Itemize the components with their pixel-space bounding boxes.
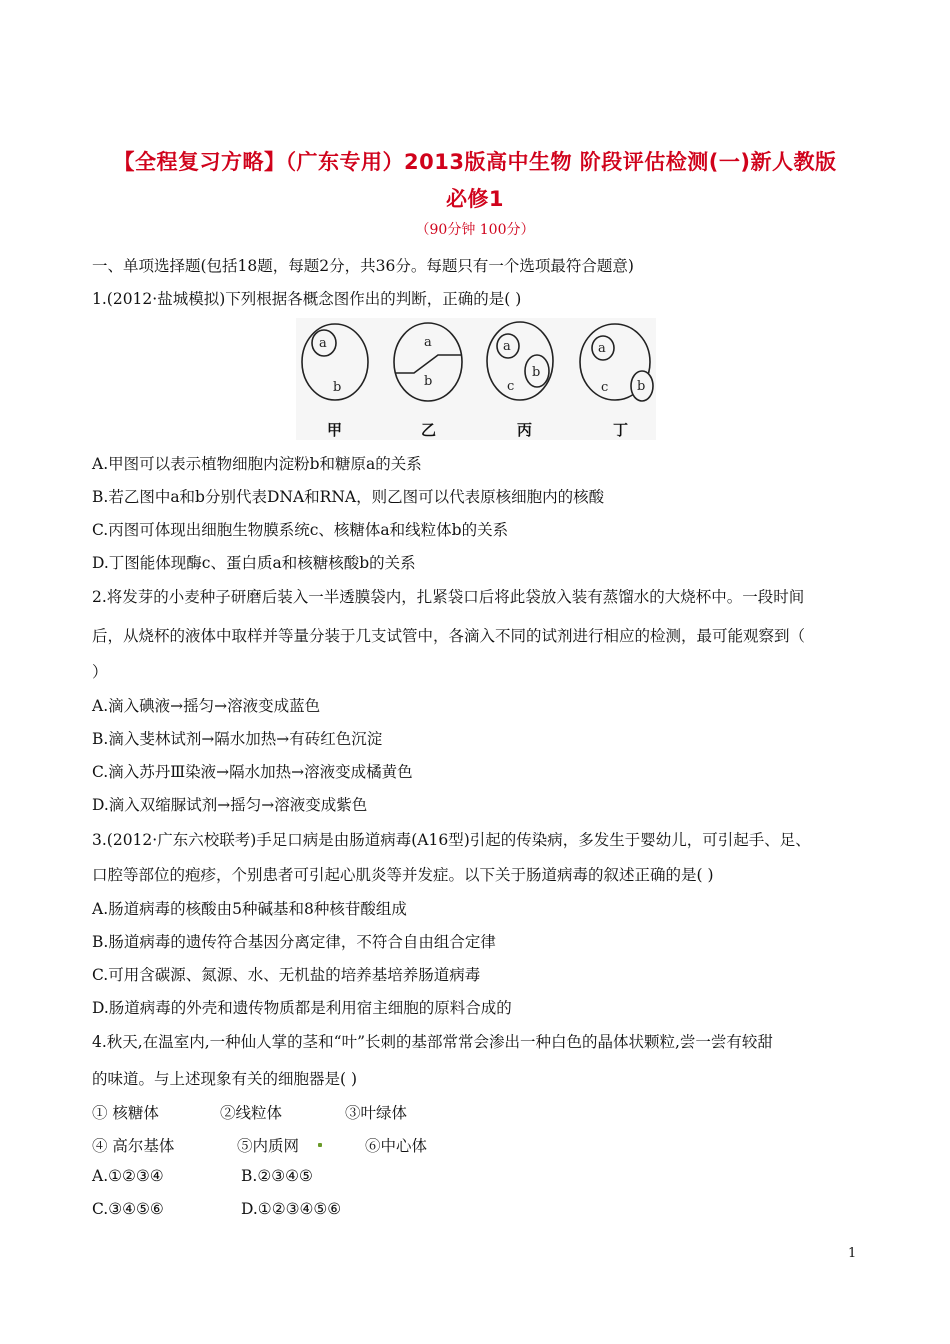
q2-option-a: A.滴入碘液→摇匀→溶液变成蓝色: [92, 697, 321, 715]
diagram-ding-label-b: b: [637, 379, 646, 394]
diagram-bing-label-c: c: [507, 379, 515, 394]
q1-concept-diagram: [296, 318, 656, 440]
document-title-line2: 必修1: [445, 187, 505, 211]
q4-item-2: ②线粒体: [220, 1104, 283, 1122]
q4-item-3: ③叶绿体: [345, 1104, 408, 1122]
q3-option-d: D.肠道病毒的外壳和遗传物质都是利用宿主细胞的原料合成的: [92, 999, 512, 1017]
q4-option-c: C.③④⑤⑥: [92, 1200, 164, 1218]
diagram-bing-outer-circle: [487, 322, 553, 400]
q2-stem-line3: ）: [92, 663, 108, 681]
stray-mark: [318, 1143, 322, 1147]
q4-option-b: B.②③④⑤: [241, 1167, 313, 1185]
q4-stem-line1: 4.秋天,在温室内,一种仙人掌的茎和“叶”长刺的基部常常会渗出一种白色的晶体状颗粒,尝一尝有较甜: [92, 1033, 773, 1051]
q2-option-c: C.滴入苏丹Ⅲ染液→隔水加热→溶液变成橘黄色: [92, 763, 413, 781]
exam-duration-score: （90分钟 100分）: [415, 222, 535, 238]
q4-item-4: ④ 高尔基体: [92, 1137, 175, 1155]
q2-option-b: B.滴入斐林试剂→隔水加热→有砖红色沉淀: [92, 730, 383, 748]
q1-stem: 1.(2012·盐城模拟)下列根据各概念图作出的判断，正确的是( ): [92, 290, 522, 308]
q3-option-b: B.肠道病毒的遗传符合基因分离定律，不符合自由组合定律: [92, 933, 496, 951]
diagram-bing-label-b: b: [532, 365, 541, 380]
diagram-label-ding: 丁: [613, 421, 629, 439]
q4-option-d: D.①②③④⑤⑥: [241, 1200, 342, 1218]
diagram-label-bing: 丙: [517, 421, 533, 439]
diagram-yi-label-b: b: [424, 374, 433, 389]
diagram-yi-divider: [395, 355, 461, 373]
diagram-jia-label-a: a: [319, 336, 327, 351]
q4-item-1: ① 核糖体: [92, 1104, 159, 1122]
q1-option-a: A.甲图可以表示植物细胞内淀粉b和糖原a的关系: [92, 455, 422, 473]
diagram-ding-label-a: a: [598, 341, 606, 356]
q1-option-d: D.丁图能体现酶c、蛋白质a和核糖核酸b的关系: [92, 554, 416, 572]
diagram-bing-label-a: a: [503, 339, 511, 354]
q2-stem-line2: 后，从烧杯的液体中取样并等量分装于几支试管中，各滴入不同的试剂进行相应的检测，最可能观察到（: [92, 627, 806, 645]
diagram-label-yi: 乙: [421, 421, 437, 439]
q3-stem-line2: 口腔等部位的疱疹，个别患者可引起心肌炎等并发症。以下关于肠道病毒的叙述正确的是( ): [92, 866, 714, 884]
document-title-line1: 【全程复习方略】（广东专用）2013版高中生物 阶段评估检测(一)新人教版: [113, 150, 837, 174]
q4-item-5: ⑤内质网: [237, 1137, 300, 1155]
q1-concept-diagram-svg: [296, 318, 656, 440]
q4-item-6: ⑥中心体: [365, 1137, 428, 1155]
diagram-jia-label-b: b: [333, 380, 342, 395]
q1-option-c: C.丙图可体现出细胞生物膜系统c、核糖体a和线粒体b的关系: [92, 521, 509, 539]
q4-stem-line2: 的味道。与上述现象有关的细胞器是( ): [92, 1070, 358, 1088]
q3-option-c: C.可用含碳源、氮源、水、无机盐的培养基培养肠道病毒: [92, 966, 481, 984]
section-heading: 一、单项选择题(包括18题，每题2分，共36分。每题只有一个选项最符合题意): [92, 257, 634, 275]
diagram-label-jia: 甲: [327, 421, 343, 439]
q3-stem-line1: 3.(2012·广东六校联考)手足口病是由肠道病毒(A16型)引起的传染病，多发生于婴幼儿，可引起手、足、: [92, 831, 811, 849]
q1-option-b: B.若乙图中a和b分别代表DNA和RNA，则乙图可以代表原核细胞内的核酸: [92, 488, 605, 506]
q2-option-d: D.滴入双缩脲试剂→摇匀→溶液变成紫色: [92, 796, 368, 814]
diagram-ding-label-c: c: [601, 380, 609, 395]
q3-option-a: A.肠道病毒的核酸由5种碱基和8种核苷酸组成: [92, 900, 407, 918]
diagram-yi-label-a: a: [424, 335, 432, 350]
q2-stem-line1: 2.将发芽的小麦种子研磨后装入一半透膜袋内，扎紧袋口后将此袋放入装有蒸馏水的大烧杯中。一段时间: [92, 588, 805, 606]
page-number: 1: [848, 1246, 857, 1261]
q4-option-a: A.①②③④: [92, 1167, 164, 1185]
